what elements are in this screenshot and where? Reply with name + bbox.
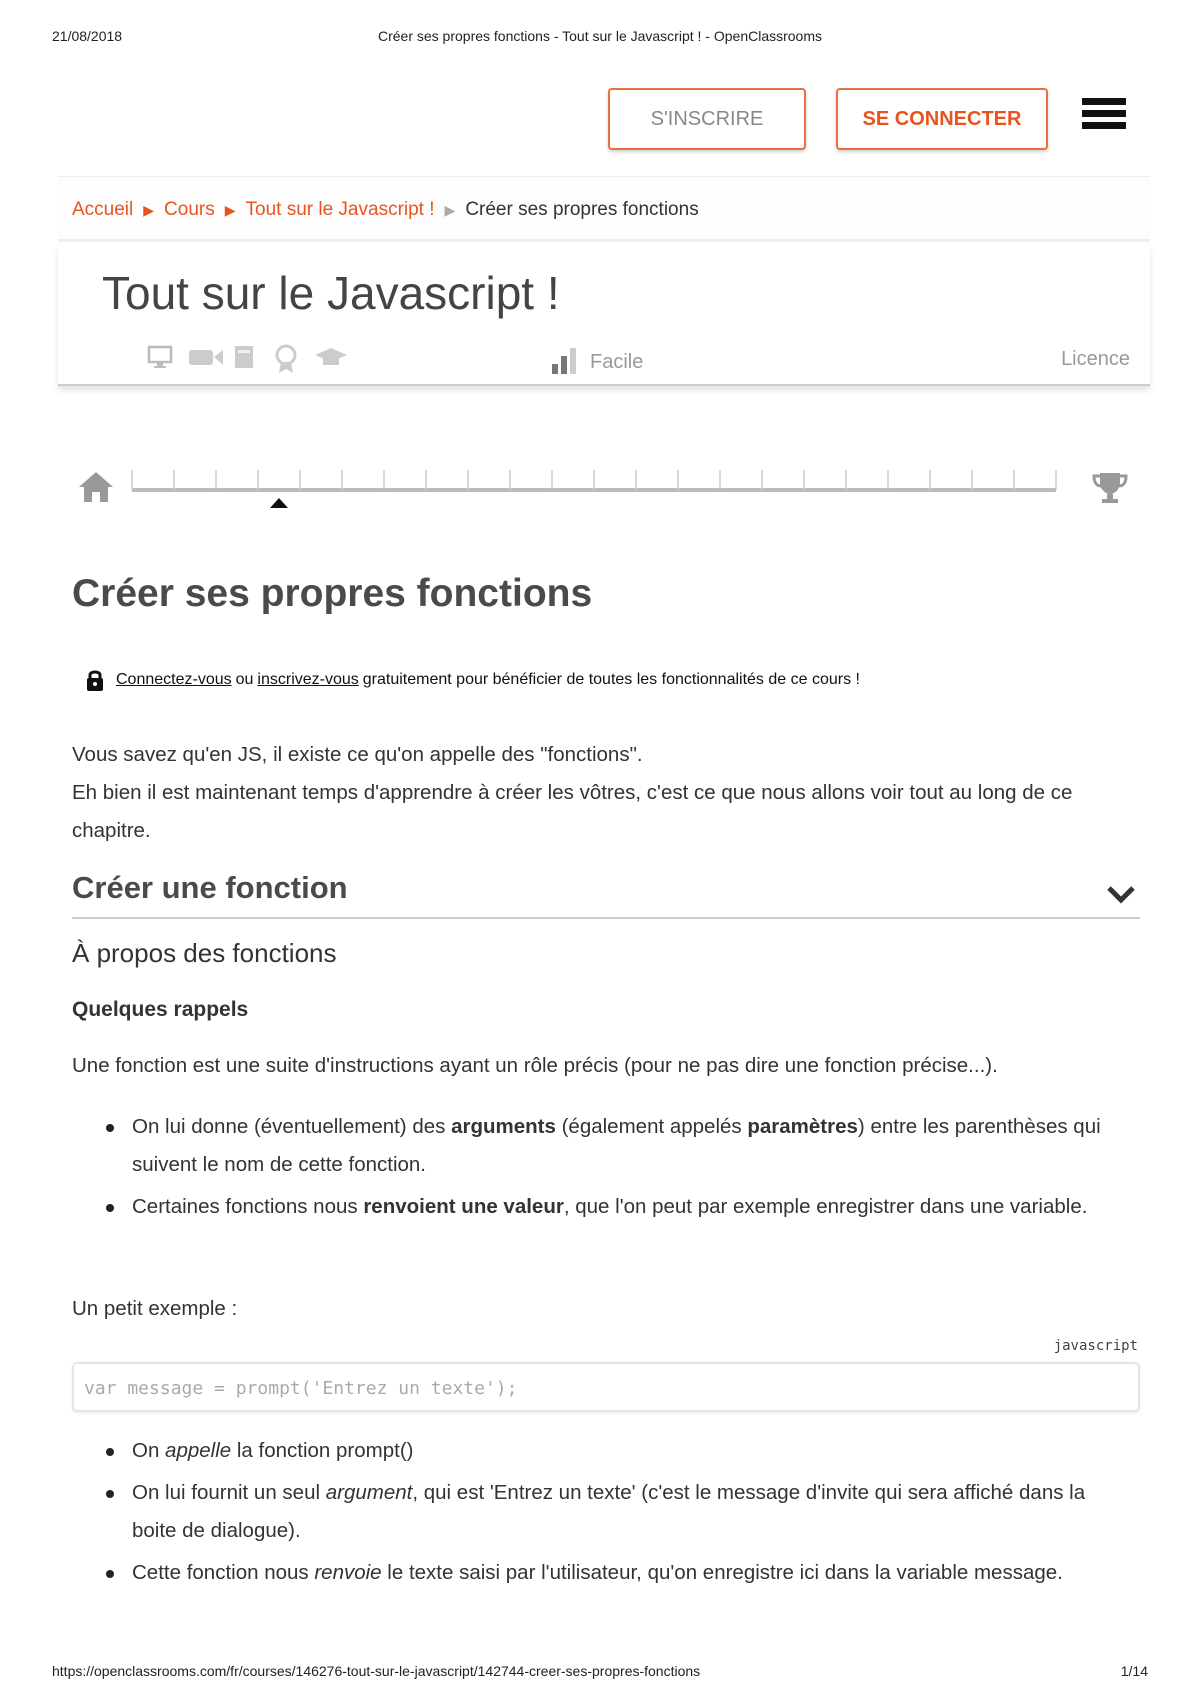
current-position-marker [270, 498, 288, 508]
login-link[interactable]: Connectez-vous [116, 671, 232, 688]
print-header [52, 28, 1148, 48]
list-item: On lui fournit un seul argument, qui est 'Entrez un texte' (c'est le message d'invite qui sera affiché dans la boite de dialogue). [132, 1474, 1132, 1550]
intro-paragraph [72, 736, 1132, 850]
signup-button[interactable]: S'INSCRIRE [608, 88, 806, 150]
subsection-title: À propos des fonctions [72, 938, 337, 968]
course-title: Tout sur le Javascript ! [102, 267, 560, 319]
hamburger-icon[interactable] [1082, 98, 1126, 136]
code-language-label: javascript [1053, 1338, 1138, 1354]
login-button[interactable]: SE CONNECTER [836, 88, 1048, 150]
print-footer [52, 1663, 1148, 1679]
login-notice [86, 668, 860, 692]
print-date: 21/08/2018 [52, 28, 123, 44]
course-progress [78, 468, 1128, 518]
notice-text: gratuitement pour bénéficier de toutes les fonctionnalités de ce cours ! [362, 671, 860, 688]
intro-line-2: Eh bien il est maintenant temps d'apprendre à créer les vôtres, c'est ce que nous allons voir tout au long de ce chapitre. [72, 781, 1073, 842]
list-item: Certaines fonctions nous renvoient une valeur, que l'on peut par exemple enregistrer dans une variable. [132, 1188, 1132, 1226]
notice-or: ou [235, 671, 254, 688]
licence-link[interactable]: Licence [1061, 348, 1130, 370]
difficulty [552, 348, 643, 374]
print-title: Créer ses propres fonctions - Tout sur le Javascript ! - OpenClassrooms [377, 28, 823, 44]
video-icon [188, 344, 216, 380]
progress-track[interactable] [128, 468, 1088, 518]
section-divider [72, 917, 1140, 919]
breadcrumb-arrow-icon: ▶ [143, 201, 155, 218]
list-item: On lui donne (éventuellement) des arguments (également appelés paramètres) entre les parenthèses qui suivent le nom de cette fonction. [132, 1108, 1132, 1184]
book-icon [230, 344, 258, 380]
monitor-icon [146, 344, 174, 380]
example-list [72, 1432, 1132, 1596]
breadcrumb [58, 176, 1150, 242]
breadcrumb-arrow-icon: ▶ [224, 201, 236, 218]
page-number: 1/14 [1120, 1663, 1148, 1679]
course-header [58, 244, 1150, 386]
graduation-cap-icon [314, 344, 342, 380]
breadcrumb-courses[interactable]: Cours [164, 199, 215, 220]
code-block [72, 1362, 1140, 1412]
example-intro: Un petit exemple : [72, 1297, 238, 1320]
certificate-icon [272, 344, 300, 380]
intro-line-1: Vous savez qu'en JS, il existe ce qu'on appelle des "fonctions". [72, 743, 643, 766]
chevron-down-icon[interactable] [1106, 884, 1136, 904]
list-item: Cette fonction nous renvoie le texte saisi par l'utilisateur, qu'on enregistre ici dans la variable message. [132, 1554, 1132, 1592]
lock-icon [86, 668, 104, 692]
breadcrumb-home[interactable]: Accueil [72, 199, 134, 220]
section-title: Créer une fonction [72, 870, 348, 905]
list-item: On appelle la fonction prompt() [132, 1432, 1132, 1470]
definition-paragraph: Une fonction est une suite d'instructions ayant un rôle précis (pour ne pas dire une fonction précise...). [72, 1054, 998, 1077]
trophy-icon[interactable] [1092, 470, 1128, 504]
subsubsection-title: Quelques rappels [72, 998, 249, 1021]
course-features [146, 344, 342, 380]
signup-link[interactable]: inscrivez-vous [257, 671, 359, 688]
difficulty-bars-icon [552, 348, 576, 374]
breadcrumb-arrow-icon: ▶ [444, 201, 456, 218]
home-icon[interactable] [78, 470, 114, 504]
chapter-title: Créer ses propres fonctions [72, 572, 593, 615]
code-line: var message = prompt('Entrez un texte'); [84, 1378, 518, 1399]
difficulty-label: Facile [590, 351, 644, 373]
breadcrumb-course[interactable]: Tout sur le Javascript ! [245, 199, 435, 220]
breadcrumb-current: Créer ses propres fonctions [465, 199, 699, 220]
reminders-list [72, 1108, 1132, 1230]
page-url: https://openclassrooms.com/fr/courses/146276-tout-sur-le-javascript/142744-creer-ses-propres-fonctions [52, 1663, 701, 1679]
